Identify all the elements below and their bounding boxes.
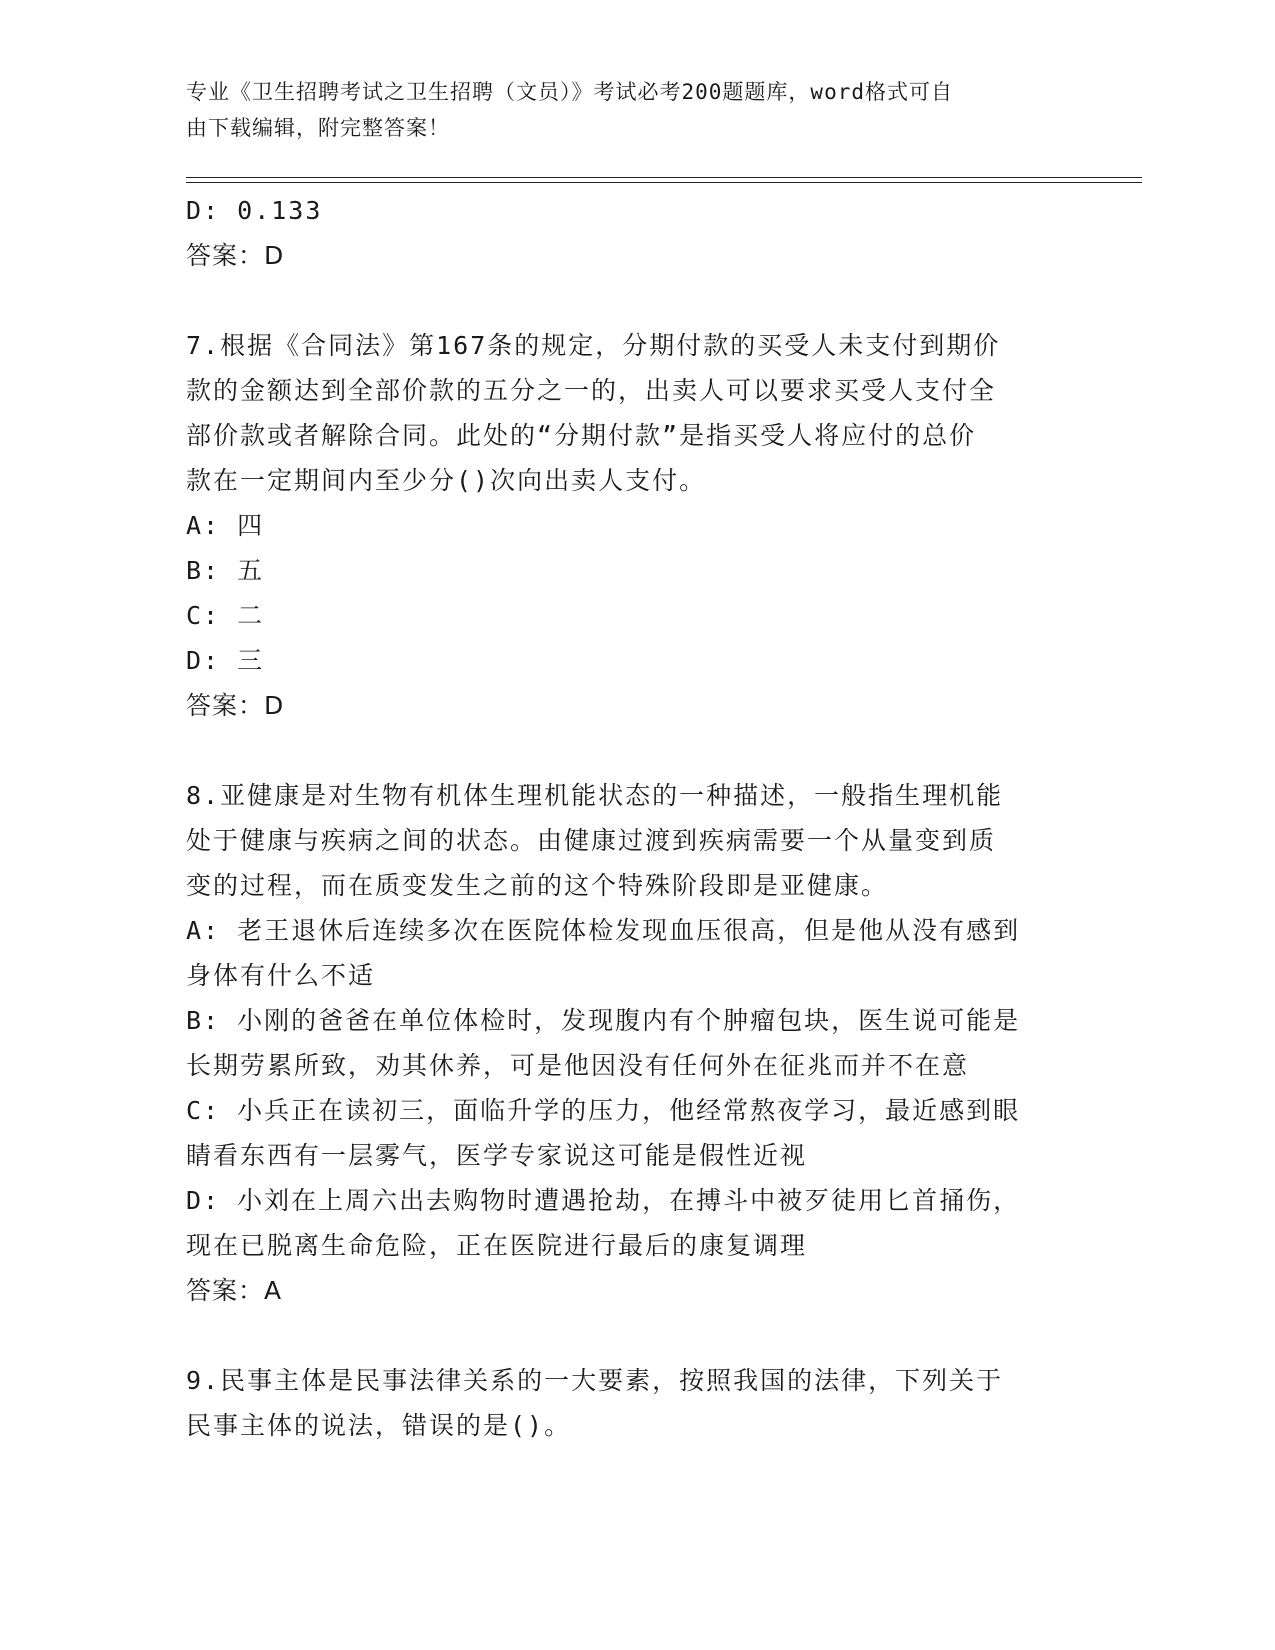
question-text-line: 款在一定期间内至少分()次向出卖人支付。 <box>186 466 707 495</box>
answer-line: 答案：D <box>186 691 285 720</box>
option-c: C: 小兵正在读初三，面临升学的压力，他经常熬夜学习，最近感到眼 <box>186 1096 1021 1125</box>
option-d: D: 0.133 <box>186 196 323 225</box>
question-8 <box>186 773 1086 1313</box>
question-text-line: 8.亚健康是对生物有机体生理机能状态的一种描述，一般指生理机能 <box>186 781 1004 810</box>
option-b-continued: 长期劳累所致，劝其休养，可是他因没有任何外在征兆而并不在意 <box>186 1051 970 1080</box>
header-line-2: 由下载编辑，附完整答案！ <box>186 116 450 140</box>
option-c-continued: 睛看东西有一层雾气，医学专家说这可能是假性近视 <box>186 1141 808 1170</box>
option-d-continued: 现在已脱离生命危险，正在医院进行最后的康复调理 <box>186 1231 808 1260</box>
option-d: D: 小刘在上周六出去购物时遭遇抢劫，在搏斗中被歹徒用匕首捅伤， <box>186 1186 1021 1215</box>
header-divider-bottom <box>186 182 1142 183</box>
answer-line: 答案：A <box>186 1276 283 1305</box>
option-a-continued: 身体有什么不适 <box>186 961 376 990</box>
header-line-1: 专业《卫生招聘考试之卫生招聘（文员）》考试必考200题题库，word格式可自 <box>186 80 953 104</box>
document-header <box>186 74 1066 146</box>
question-text-line: 民事主体的说法，错误的是()。 <box>186 1411 572 1440</box>
option-a: A: 四 <box>186 511 265 540</box>
question-text-line: 处于健康与疾病之间的状态。由健康过渡到疾病需要一个从量变到质 <box>186 826 997 855</box>
header-divider-top <box>186 177 1142 178</box>
option-d: D: 三 <box>186 646 265 675</box>
question-text-line: 变的过程，而在质变发生之前的这个特殊阶段即是亚健康。 <box>186 871 889 900</box>
question-text-line: 款的金额达到全部价款的五分之一的，出卖人可以要求买受人支付全 <box>186 376 997 405</box>
option-c: C: 二 <box>186 601 265 630</box>
question-text-line: 部价款或者解除合同。此处的“分期付款”是指买受人将应付的总价 <box>186 421 977 450</box>
question-9 <box>186 1358 1086 1448</box>
option-a: A: 老王退休后连续多次在医院体检发现血压很高，但是他从没有感到 <box>186 916 1021 945</box>
question-text-line: 9.民事主体是民事法律关系的一大要素，按照我国的法律，下列关于 <box>186 1366 1004 1395</box>
option-b: B: 小刚的爸爸在单位体检时，发现腹内有个肿瘤包块，医生说可能是 <box>186 1006 1021 1035</box>
document-body <box>186 188 1086 1448</box>
question-text-line: 7.根据《合同法》第167条的规定，分期付款的买受人未支付到期价 <box>186 331 1001 360</box>
answer-line: 答案：D <box>186 241 285 270</box>
option-b: B: 五 <box>186 556 265 585</box>
question-7 <box>186 323 1086 728</box>
